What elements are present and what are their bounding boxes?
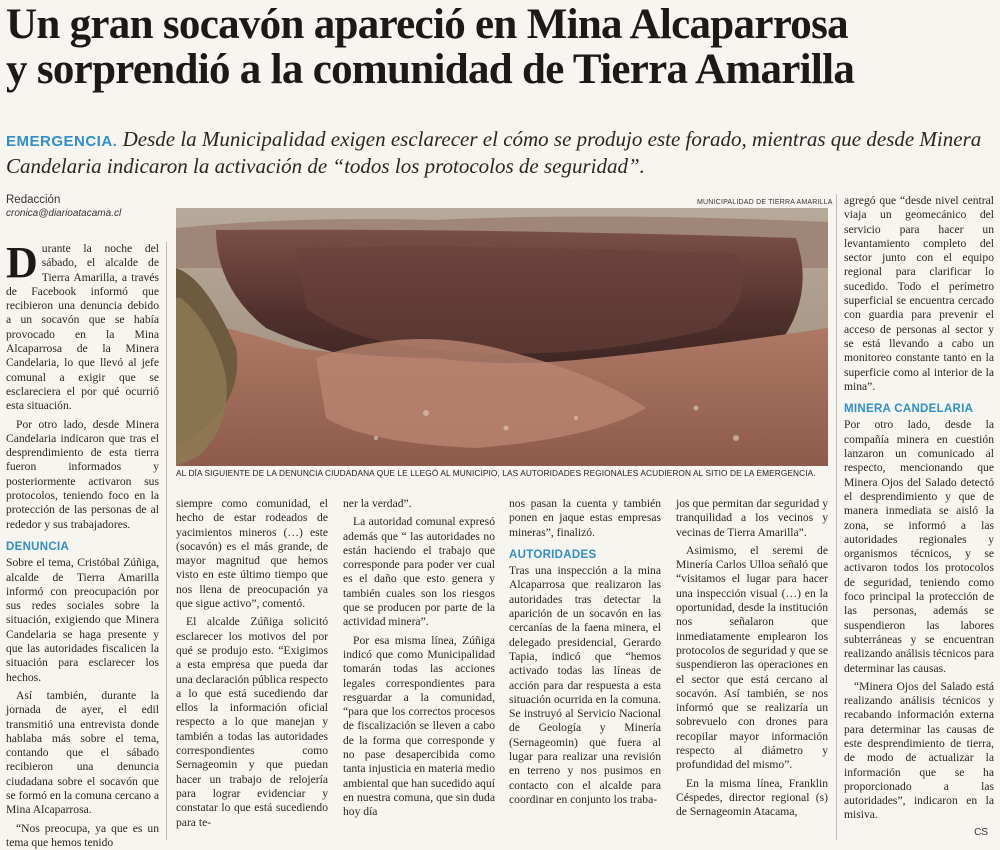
paragraph: Por otro lado, desde la compañía minera en cuestión lanzaron un comunicado al respecto, mencionando que Minera Ojos del Salado detectó el desprendimiento y que de manera inmediata se aisló la zona, se informó a las autoridades regionales y organismos técnicos, y se activaron todos los protocolos de seguridad, teniendo como foco principal la protección de las personas, además se suspendieron las labores subterráneas y se encuentran realizando análisis técnicos para determinar las causas.	[844, 418, 994, 675]
byline-name: Redacción	[6, 194, 61, 206]
subheading	[6, 127, 996, 179]
paragraph: “Nos preocupa, ya que es un tema que hemos tenido	[6, 821, 159, 849]
article-column-5	[676, 497, 828, 842]
photo-caption: AL DÍA SIGUIENTE DE LA DENUNCIA CIUDADANA QUE LE LLEGÓ AL MUNICIPIO, LAS AUTORIDADES REGIONALES ACUDIERON AL SITIO DE LA EMERGENCIA.	[176, 468, 816, 478]
paragraph: Por esa misma línea, Zúñiga indicó que como Municipalidad tomarán todas las acciones legales correspondientes para resguardar a la comunidad, “para que los correctos procesos de fiscalización se lleven a cabo de la forma que corresponde y no pase desapercibida como tanta injusticia en materia medio ambiental que han sucedido aquí en nuestra comuna, que sin duda hoy día	[343, 633, 495, 819]
headline-line-1: Un gran socavón apareció en Mina Alcaparrosa	[6, 1, 848, 48]
paragraph: Así también, durante la jornada de ayer, el edil transmitió una entrevista donde hablaba más sobre el tema, contando que el sábado recibieron una denuncia ciudadana sobre el socavón que se formó en la comuna cercano a Mina Alcaparrosa.	[6, 688, 159, 817]
article-column-2	[176, 497, 328, 842]
paragraph: La autoridad comunal expresó además que “ las autoridades no están haciendo el trabajo que corresponde para poder ver cual es el daño que esto genera y también cuales son los riesgos que se producen por parte de la actividad minera”.	[343, 515, 495, 629]
sinkhole-photo	[176, 208, 828, 466]
column-divider	[166, 242, 167, 840]
author-signature: CS	[974, 827, 988, 838]
headline-line-2: y sorprendió a la comunidad de Tierra Amarilla	[6, 46, 855, 93]
paragraph: urante la noche del sábado, el alcalde de Tierra Amarilla, a través de Facebook informó que recibieron una denuncia debido a un socavón que se había provocado en la Mina Alcaparrosa de la Minera Candelaria, lo que llevó al jefe comunal a exigir que se esclareciera el por qué ocurrió esta situación.	[6, 242, 159, 413]
section-heading-autoridades: AUTORIDADES	[509, 548, 597, 561]
paragraph: agregó que “desde nivel central viaja un geomecánico del servicio para hacer un levantamiento completo del sector junto con el equipo regional para clarificar lo sucedido. Todo el perímetro superficial se encuentra cercado con guardia para prevenir el acceso de personas al sector y se está llevando a cabo un monitoreo constante tanto en la superficie como al interior de la mina”.	[844, 194, 994, 393]
section-heading-minera-candelaria: MINERA CANDELARIA	[844, 403, 974, 416]
paragraph: Asimismo, el seremi de Minería Carlos Ulloa señaló que “visitamos el lugar para hacer una inspección visual (…) en la oportunidad, desde la institución nos señalaron que inmediatamente emplearon los protocolos de seguridad y que se suspendieron las operaciones en el sector que está cercano al socavón. Así también, se nos informó que se realizaría un sobrevuelo con drones para recopilar mayor información respecto al diámetro y profundidad del mismo”.	[676, 543, 828, 772]
article-column-1	[6, 238, 159, 849]
paragraph: En la misma línea, Franklin Céspedes, director regional (s) de Sernageomin Atacama,	[676, 776, 828, 819]
article-column-4	[509, 497, 661, 842]
paragraph: “Minera Ojos del Salado está realizando análisis técnicos y recabando información externa para determinar las causas de este desprendimiento de tierra, de modo de actualizar la información que se ha proporcionado a las autoridades”, indicaron en la misiva.	[844, 679, 994, 822]
photo-credit: MUNICIPALIDAD DE TIERRA AMARILLA	[697, 199, 833, 206]
subheading-tag: EMERGENCIA.	[6, 133, 118, 150]
paragraph: El alcalde Zúñiga solicitó esclarecer los motivos del por qué se produjo esto. “Exigimos a esta empresa que pueda dar una declaración pública respecto a lo que está sucediendo dar ellos la información oficial respecto a lo que manejan y también a todas las autoridades correspondientes como Sernageomin y que puedan hacer un trabajo de relojería para lograr evidenciar y constatar lo que está sucediendo para te-	[176, 615, 328, 829]
section-heading-denuncia: DENUNCIA	[6, 540, 70, 553]
paragraph: Por otro lado, desde Minera Candelaria indicaron que tras el desprendimiento de esta tierra fueron informados y posteriormente activaron sus protocolos, teniendo foco en la protección de las personas de al rededor y sus trabajadores.	[6, 417, 159, 531]
headline	[6, 2, 996, 92]
column-divider	[836, 194, 837, 840]
article-column-6	[844, 194, 994, 828]
paragraph: jos que permitan dar seguridad y tranquilidad a los vecinos y vecinas de Tierra Amarilla”.	[676, 497, 828, 539]
paragraph: nos pasan la cuenta y también ponen en jaque estas empresas mineras”, finalizó.	[509, 497, 661, 539]
paragraph: siempre como comunidad, el hecho de estar rodeados de yacimientos mineros (…) este (socavón) es el más grande, de mayor magnitud que hemos visto en este último tiempo que nos llena de preocupación ya que sigue activo”, comentó.	[176, 497, 328, 611]
paragraph: Tras una inspección a la mina Alcaparrosa que realizaron las autoridades tras detectar la aparición de un socavón en las cercanías de la faena minera, el delegado presidencial, Gerardo Tapia, indicó que “hemos activado todas las líneas de acción para dar respuesta a esta situación ocurrida en la comuna. Se instruyó al Servicio Nacional de Geología y Minería (Sernageomin) que fuera al lugar para realizar una revisión en terreno y nos pusimos en contacto con el alcalde para coordinar en conjunto los traba-	[509, 564, 661, 806]
paragraph: ner la verdad”.	[343, 497, 412, 510]
article-column-3	[343, 497, 495, 842]
paragraph: Sobre el tema, Cristóbal Zúñiga, alcalde de Tierra Amarilla informó con preocupación por sus redes sociales sobre la situación, exigiendo que Minera Candelaria se haga presente y que las autoridades fiscalicen la situación para esclarecer los hechos.	[6, 556, 159, 684]
byline	[6, 194, 161, 219]
subheading-text: Desde la Municipalidad exigen esclarecer el cómo se produjo este forado, mientras que desde Minera Candelaria indicaron la activación de “todos los protocolos de seguridad”.	[6, 127, 982, 178]
drop-cap: D	[6, 238, 38, 287]
byline-email: cronica@diarioatacama.cl	[6, 208, 122, 219]
